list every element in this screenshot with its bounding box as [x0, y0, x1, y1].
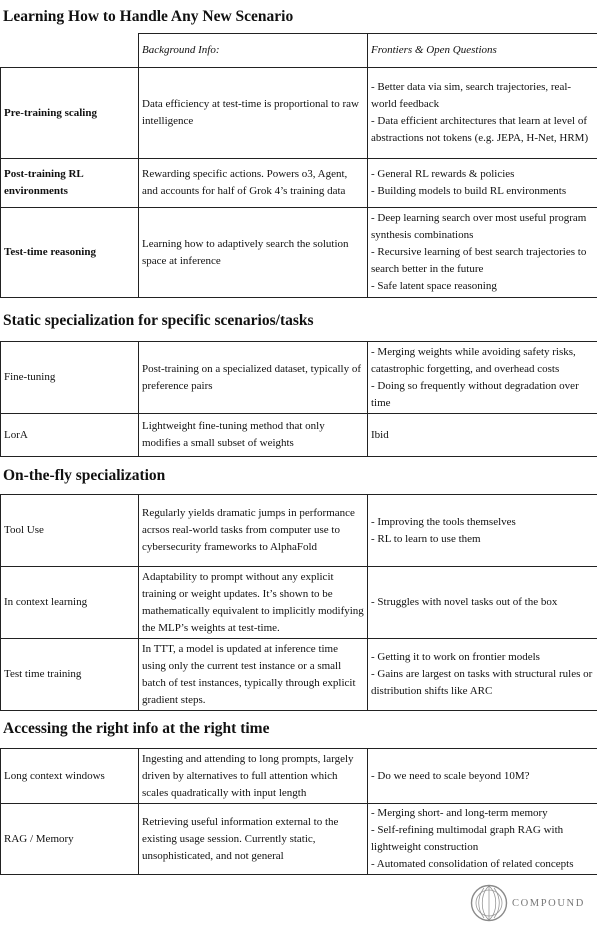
row-background: Learning how to adaptively search the solution space at inference — [139, 208, 368, 298]
row-background: Ingesting and attending to long prompts, largely driven by alternatives to full attention which scales quadratically with input length — [139, 749, 368, 804]
table-header-row — [1, 34, 597, 68]
section-title: Accessing the right info at the right time — [3, 720, 270, 737]
table-row — [1, 414, 597, 457]
row-label: Fine-tuning — [1, 342, 139, 414]
section-4-table — [0, 748, 597, 875]
frontier-item: - RL to learn to use them — [371, 532, 481, 545]
header-blank-cell — [1, 34, 139, 68]
row-background: Adaptability to prompt without any explicit training or weight updates. It’s shown to be mathematically equivalent to implicitly modifying the MLP’s weights at test-time. — [139, 567, 368, 639]
frontier-item: - Self-refining multimodal graph RAG with lightweight construction — [371, 824, 564, 853]
frontier-item: - Improving the tools themselves — [371, 515, 516, 528]
row-background: Regularly yields dramatic jumps in performance acrsos real-world tasks from computer use to cybersecurity frameworks to AlphaFold — [139, 495, 368, 567]
section-3-table — [0, 494, 597, 711]
row-label: Long context windows — [1, 749, 139, 804]
row-frontiers — [368, 749, 597, 804]
section-title: On-the-fly specialization — [3, 467, 166, 484]
page-title: Learning How to Handle Any New Scenario — [3, 8, 294, 25]
logo-text: COMPOUND — [512, 897, 585, 909]
row-frontiers — [368, 639, 597, 711]
row-frontiers — [368, 68, 597, 159]
row-label: Tool Use — [1, 495, 139, 567]
row-frontiers — [368, 159, 597, 208]
row-label: Post-training RL environments — [1, 159, 139, 208]
header-frontiers: Frontiers & Open Questions — [368, 34, 597, 68]
frontier-item: - General RL rewards & policies — [371, 168, 515, 180]
row-background: Rewarding specific actions. Powers o3, Agent, and accounts for half of Grok 4’s training data — [139, 159, 368, 208]
frontier-item: Ibid — [371, 428, 389, 441]
table-row — [1, 495, 597, 567]
frontier-item: - Doing so frequently without degradation over time — [371, 379, 579, 409]
frontier-item: - Safe latent space reasoning — [371, 280, 497, 292]
frontier-item: - Recursive learning of best search trajectories to search better in the future — [371, 246, 587, 275]
frontier-item: - Building models to build RL environments — [371, 185, 567, 197]
table-row — [1, 342, 597, 414]
table-row — [1, 567, 597, 639]
row-label: Test-time reasoning — [1, 208, 139, 298]
frontier-item: - Gains are largest on tasks with structural rules or distribution shifts like ARC — [371, 668, 593, 697]
section-2-table — [0, 341, 597, 457]
table-row — [1, 639, 597, 711]
frontier-item: - Deep learning search over most useful program synthesis combinations — [371, 212, 587, 241]
frontier-item: - Merging short- and long-term memory — [371, 807, 548, 819]
compound-logo-icon — [470, 884, 508, 922]
row-frontiers — [368, 208, 597, 298]
frontier-item: - Struggles with novel tasks out of the box — [371, 596, 558, 608]
row-background: Retrieving useful information external to the existing usage session. Currently static, unsophisticated, and not general — [139, 804, 368, 875]
table-row — [1, 159, 597, 208]
frontier-item: - Data efficient architectures that learn at level of abstractions not tokens (e.g. JEPA, H-Net, HRM) — [371, 115, 589, 144]
frontier-item: - Getting it to work on frontier models — [371, 651, 540, 663]
row-label: Test time training — [1, 639, 139, 711]
frontier-item: - Automated consolidation of related concepts — [371, 858, 574, 870]
frontier-item: - Better data via sim, search trajectories, real-world feedback — [371, 81, 572, 110]
table-row — [1, 749, 597, 804]
row-frontiers — [368, 414, 597, 457]
row-background: Data efficiency at test-time is proportional to raw intelligence — [139, 68, 368, 159]
row-frontiers — [368, 495, 597, 567]
row-label: LorA — [1, 414, 139, 457]
row-background: Post-training on a specialized dataset, typically of preference pairs — [139, 342, 368, 414]
row-label: RAG / Memory — [1, 804, 139, 875]
table-row — [1, 208, 597, 298]
frontier-item: - Merging weights while avoiding safety risks, catastrophic forgetting, and overhead costs — [371, 345, 576, 375]
section-1-table — [0, 33, 597, 298]
header-background: Background Info: — [139, 34, 368, 68]
compound-logo — [470, 883, 595, 923]
row-label: Pre-training scaling — [1, 68, 139, 159]
row-frontiers — [368, 567, 597, 639]
row-background: Lightweight fine-tuning method that only modifies a small subset of weights — [139, 414, 368, 457]
table-row — [1, 68, 597, 159]
row-label: In context learning — [1, 567, 139, 639]
row-frontiers — [368, 342, 597, 414]
frontier-item: - Do we need to scale beyond 10M? — [371, 769, 530, 782]
row-background: In TTT, a model is updated at inference time using only the current test instance or a small batch of test instances, typically through explicit gradient steps. — [139, 639, 368, 711]
section-title: Static specialization for specific scenarios/tasks — [3, 312, 314, 329]
row-frontiers — [368, 804, 597, 875]
table-row — [1, 804, 597, 875]
